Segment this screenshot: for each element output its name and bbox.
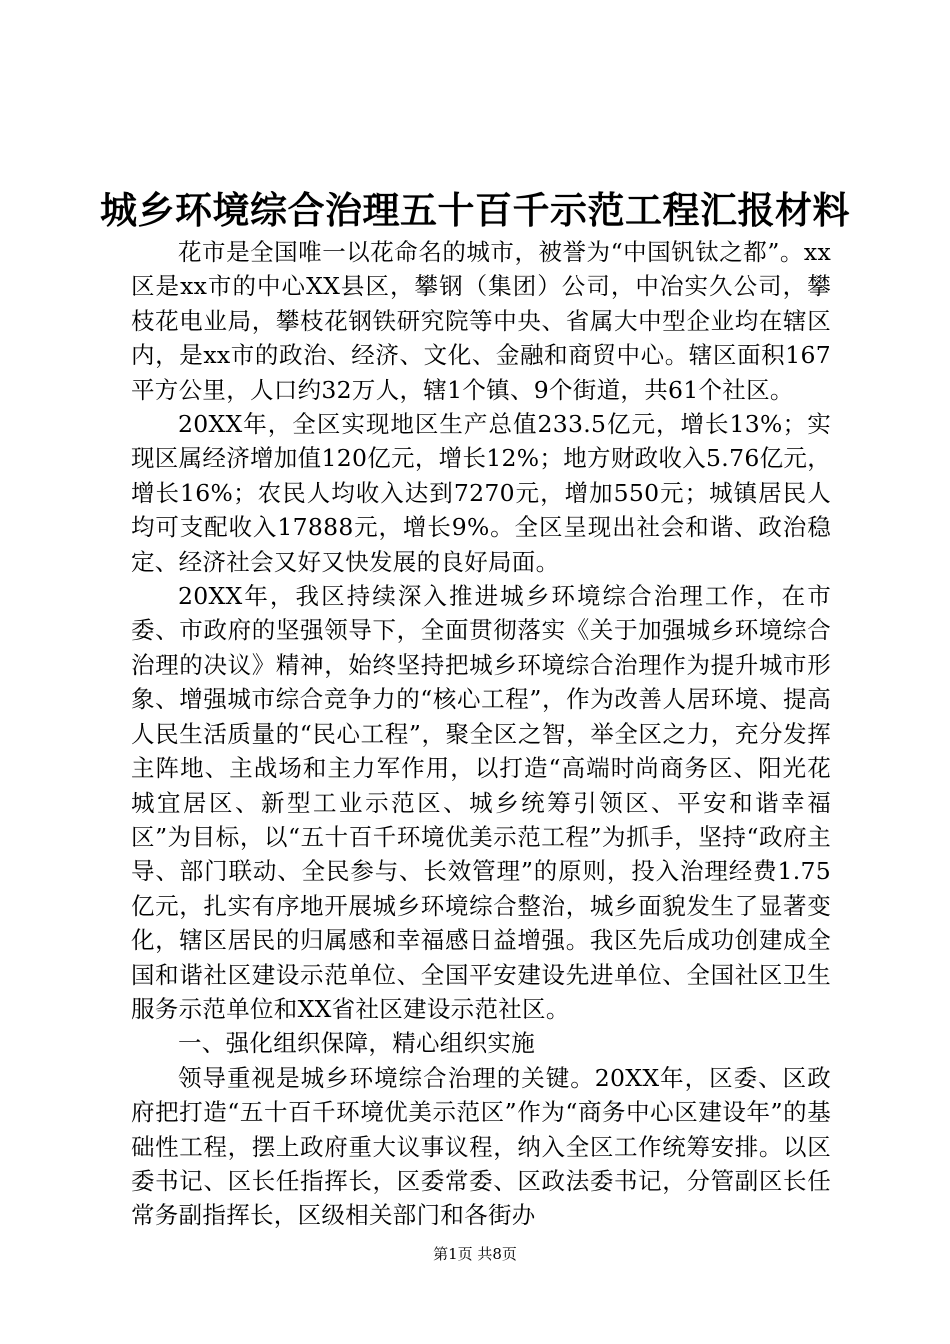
- page-footer: 第1页 共8页: [433, 1245, 517, 1263]
- paragraph-economy: 20XX年，全区实现地区生产总值233.5亿元，增长13%；实现区属经济增加值120亿元，增长12%；地方财政收入5.76亿元，增长16%；农民人均收入达到7270元，增加550元；城镇居民人均可支配收入17888元，增长9%。全区呈现出社会和谐、政治稳定、经济社会又好又快发展的良好局面。: [131, 410, 831, 576]
- paragraph-leadership: 领导重视是城乡环境综合治理的关键。20XX年，区委、区政府把打造“五十百千环境优美示范区”作为“商务中心区建设年”的基础性工程，摆上政府重大议事议程，纳入全区工作统筹安排。以区委书记、区长任指挥长，区委常委、区政法委书记，分管副区长任常务副指挥长，区级相关部门和各街办: [131, 1063, 831, 1230]
- paragraph-intro: 花市是全国唯一以花命名的城市，被誉为“中国钒钛之都”。xx区是xx市的中心XX县区，攀钢（集团）公司，中冶实久公司，攀枝花电业局，攀枝花钢铁研究院等中央、省属大中型企业均在辖区内，是xx市的政治、经济、文化、金融和商贸中心。辖区面积167平方公里，人口约32万人，辖1个镇、9个街道，共61个社区。: [131, 238, 831, 404]
- document-body: [131, 235, 831, 1233]
- section-heading-1: 一、强化组织保障，精心组织实施: [178, 1029, 535, 1058]
- document-title: 城乡环境综合治理五十百千示范工程汇报材料: [100, 188, 850, 232]
- paragraph-governance: 20XX年，我区持续深入推进城乡环境综合治理工作，在市委、市政府的坚强领导下，全面贯彻落实《关于加强城乡环境综合治理的决议》精神，始终坚持把城乡环境综合治理作为提升城市形象、增强城市综合竞争力的“核心工程”，作为改善人居环境、提高人民生活质量的“民心工程”，聚全区之智，举全区之力，充分发挥主阵地、主战场和主力军作用，以打造“高端时尚商务区、阳光花城宜居区、新型工业示范区、城乡统筹引领区、平安和谐幸福区”为目标，以“五十百千环境优美示范工程”为抓手，坚持“政府主导、部门联动、全民参与、长效管理”的原则，投入治理经费1.75亿元，扎实有序地开展城乡环境综合整治，城乡面貌发生了显著变化，辖区居民的归属感和幸福感日益增强。我区先后成功创建成全国和谐社区建设示范单位、全国平安建设先进单位、全国社区卫生服务示范单位和XX省社区建设示范社区。: [131, 582, 831, 1023]
